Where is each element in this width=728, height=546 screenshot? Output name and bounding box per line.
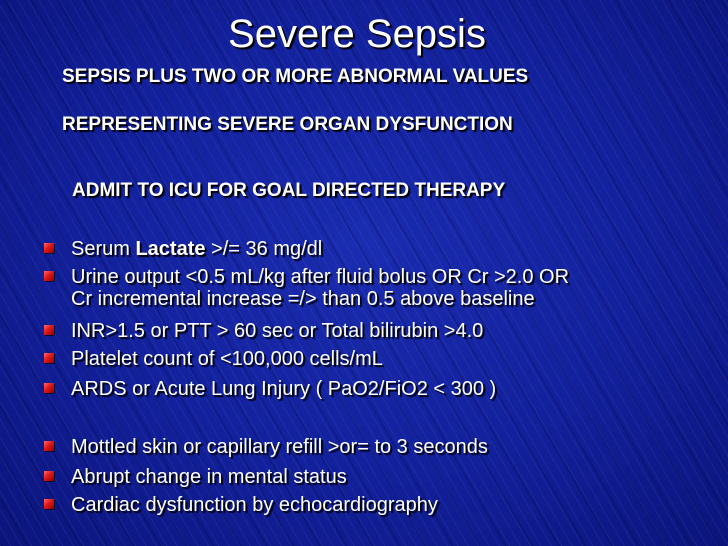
bullet-square-icon <box>44 441 54 451</box>
bullet-urine-output <box>71 266 711 310</box>
mottled-text: Mottled skin or capillary refill >or= to 3 seconds <box>71 436 488 458</box>
bullet-cardiac <box>71 494 711 516</box>
bullet-ards <box>71 378 711 400</box>
bullet-square-icon <box>44 325 54 335</box>
bullet-mental-status <box>71 466 711 488</box>
platelet-text: Platelet count of <100,000 cells/mL <box>71 348 383 370</box>
subtitle-sepsis-plus: SEPSIS PLUS TWO OR MORE ABNORMAL VALUES <box>62 66 529 87</box>
bullet-square-icon <box>44 471 54 481</box>
bullet-mottled-skin <box>71 436 711 458</box>
inr-text: INR>1.5 or PTT > 60 sec or Total bilirubin >4.0 <box>71 320 484 342</box>
ards-text: ARDS or Acute Lung Injury ( PaO2/FiO2 < 300 ) <box>71 378 497 400</box>
bullet-platelet <box>71 348 711 370</box>
bullet-inr <box>71 320 711 342</box>
lactate-prefix: Serum <box>71 238 136 260</box>
mental-text: Abrupt change in mental status <box>71 466 347 488</box>
urine-output-line-1: Urine output <0.5 mL/kg after fluid bolus OR Cr >2.0 OR <box>71 266 570 288</box>
bullet-square-icon <box>44 243 54 253</box>
bullet-square-icon <box>44 383 54 393</box>
subtitle-organ-dysfunction: REPRESENTING SEVERE ORGAN DYSFUNCTION <box>62 114 513 135</box>
bullet-square-icon <box>44 499 54 509</box>
urine-output-line-2: Cr incremental increase =/> than 0.5 above baseline <box>71 288 535 310</box>
slide-title: Severe Sepsis <box>228 12 486 56</box>
bullet-square-icon <box>44 271 54 281</box>
bullet-lactate <box>71 238 711 260</box>
lactate-value: >/= 36 mg/dl <box>205 238 323 260</box>
cardiac-text: Cardiac dysfunction by echocardiography <box>71 494 438 516</box>
subtitle-admit-icu: ADMIT TO ICU FOR GOAL DIRECTED THERAPY <box>72 180 506 201</box>
lactate-label: Lactate <box>135 238 206 260</box>
bullet-square-icon <box>44 353 54 363</box>
